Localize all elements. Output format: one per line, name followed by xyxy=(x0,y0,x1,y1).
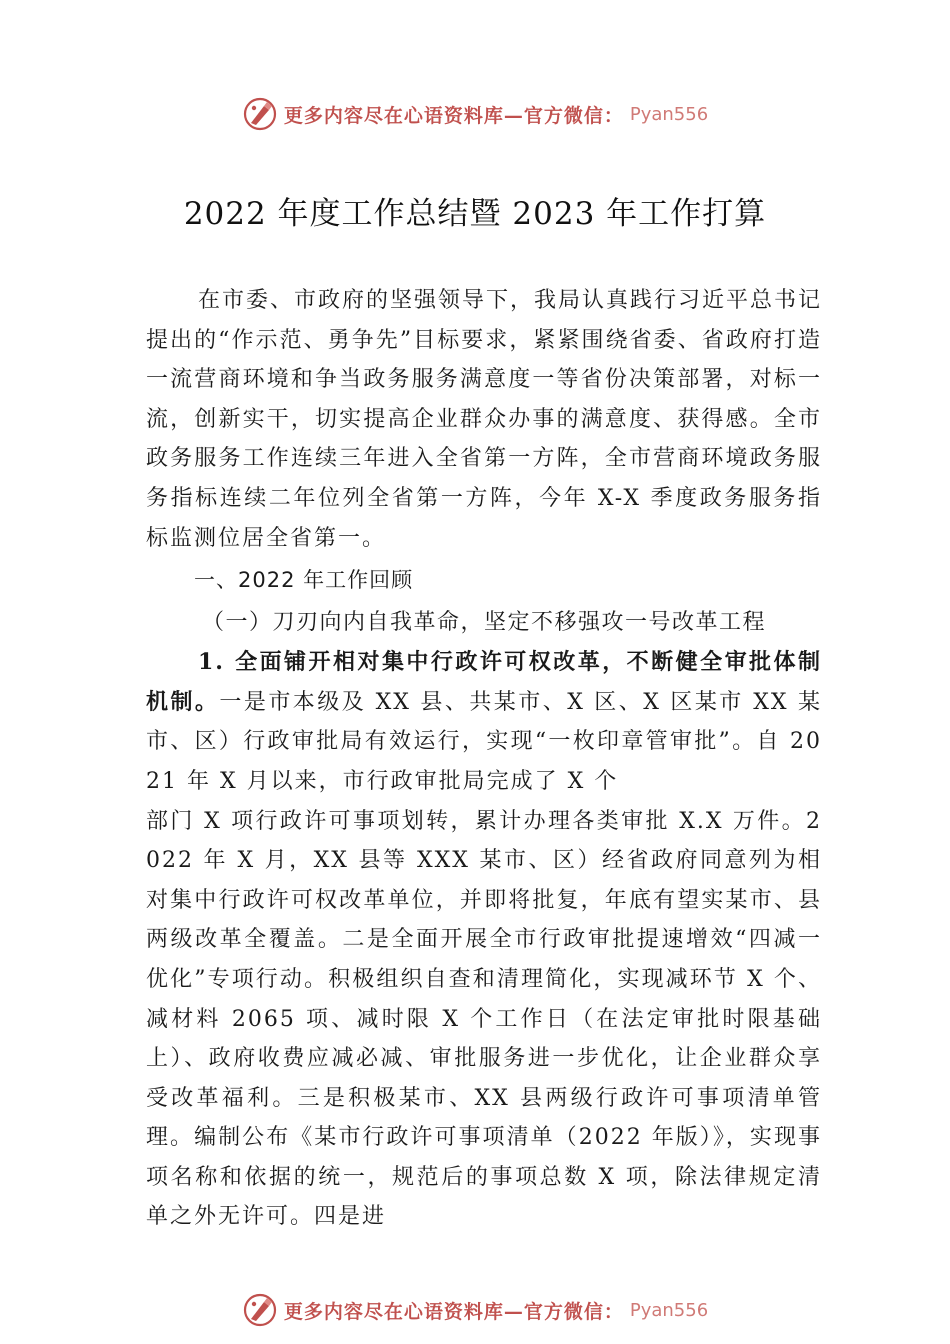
document-title: 2022 年度工作总结暨 2023 年工作打算 xyxy=(183,196,767,232)
item-paragraph-continued: 部门 X 项行政许可事项划转，累计办理各类审批 X.X 万件。2022 年 X 月，XX 县等 XXX 某市、区）经省政府同意列为相对集中行政许可权改革单位，并即将批复，年底有望实某市、县两级改革全覆盖。二是全面开展全市行政审批提速增效“四减一优化”专项行动。积极组织自查和清理简化，实现减环节 X 个、减材料 2065 项、减时限 X 个工作日（在法定审批时限基础上）、政府收费应减必减、审批服务进一步优化，让企业群众享受改革福利。三是积极某市、XX 县两级行政许可事项清单管理。编制公布《某市行政许可事项清单（2022 年版）》，实现事项名称和依据的统一，规范后的事项总数 X 项，除法律规定清单之外无许可。四是进 xyxy=(146,808,822,1230)
item-heading: 1. 全面铺开相对集中行政许可权改革，不断健全审批体制机制。 xyxy=(146,649,822,715)
intro-paragraph: 在市委、市政府的坚强领导下，我局认真践行习近平总书记提出的“作示范、勇争先”目标要求，紧紧围绕省委、省政府打造一流营商环境和争当政务服务满意度一等省份决策部署，对标一流，创新实干，切实提高企业群众办事的满意度、获得感。全市政务服务工作连续三年进入全省第一方阵，全市营商环境政务服务指标连续二年位列全省第一方阵，今年 X-X 季度政务服务指标监测位居全省第一。 xyxy=(146,288,823,551)
document-body xyxy=(146,281,822,1237)
banner-wechat-id: Pyan556 xyxy=(629,1299,709,1321)
footer-banner xyxy=(0,1290,950,1330)
subsection-heading: （一）刀刃向内自我革命，坚定不移强攻一号改革工程 xyxy=(202,610,767,636)
item-text: 一是市本级及 XX 县、共某市、X 区、X 区某市 XX 某市、区）行政审批局有效运行，实现“一枚印章管审批”。自 2021 年 X 月以来，市行政审批局完成了 X 个 xyxy=(146,689,822,794)
banner-wechat-id: Pyan556 xyxy=(629,103,709,125)
pen-nib-logo-icon xyxy=(242,1292,278,1328)
section-heading: 一、2022 年工作回顾 xyxy=(194,568,414,593)
header-banner xyxy=(0,94,950,134)
banner-text: 更多内容尽在心语资料库—官方微信： xyxy=(283,104,624,127)
pen-nib-logo-icon xyxy=(242,96,278,132)
item-paragraph xyxy=(146,643,822,801)
banner-text: 更多内容尽在心语资料库—官方微信： xyxy=(283,1300,624,1323)
